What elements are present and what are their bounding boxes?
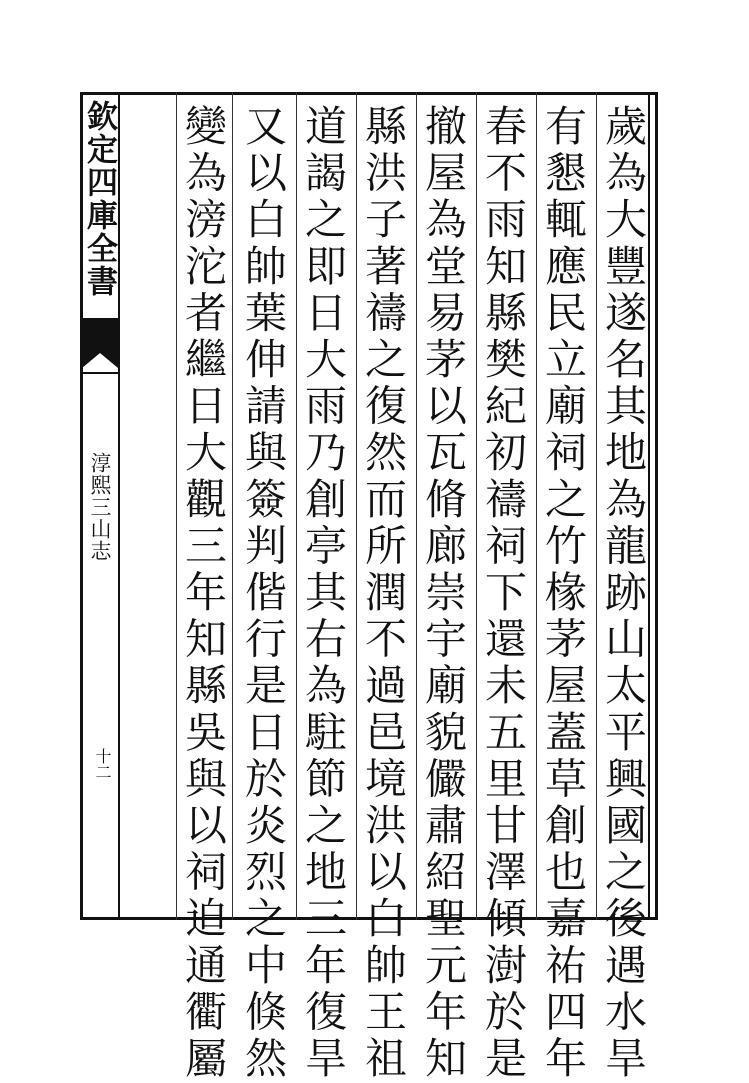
text-column-2: 有懇輒應民立廟祠之竹椽茅屋蓋草創也嘉祐四年 bbox=[539, 104, 588, 1083]
text-column-4: 撤屋為堂易茅以瓦脩廊崇宇廟貌儼肅紹聖元年知 bbox=[419, 104, 468, 1083]
text-column-5: 縣洪子著禱之復然而所潤不過邑境洪以白帥王祖 bbox=[359, 104, 408, 1083]
column-rule bbox=[296, 92, 297, 920]
text-column-3: 春不雨知縣樊紀初禱祠下還未五里甘澤傾澍於是 bbox=[479, 104, 528, 1083]
column-rule bbox=[176, 92, 177, 920]
column-rule bbox=[232, 92, 233, 920]
text-column-8: 變為滂沱者繼日大觀三年知縣吳與以祠迫通衢屬 bbox=[179, 104, 228, 1083]
column-rule bbox=[476, 92, 477, 920]
column-rule bbox=[416, 92, 417, 920]
column-rule bbox=[356, 92, 357, 920]
fishtail-divider bbox=[82, 372, 118, 374]
text-column-6: 道謁之即日大雨乃創亭其右為駐節之地三年復旱 bbox=[299, 104, 348, 1083]
page-number: 十二 bbox=[93, 748, 112, 780]
book-title: 淳熙三山志 bbox=[88, 452, 112, 562]
text-column-1: 歲為大豐遂名其地為龍跡山太平興國之後遇水旱 bbox=[599, 104, 648, 1083]
column-rule bbox=[536, 92, 537, 920]
text-column-7: 又以白帥葉伸請與簽判偕行是日於炎烈之中倏然 bbox=[239, 104, 288, 1083]
series-title: 欽定四庫全書 bbox=[81, 100, 117, 298]
column-rule bbox=[596, 92, 597, 920]
